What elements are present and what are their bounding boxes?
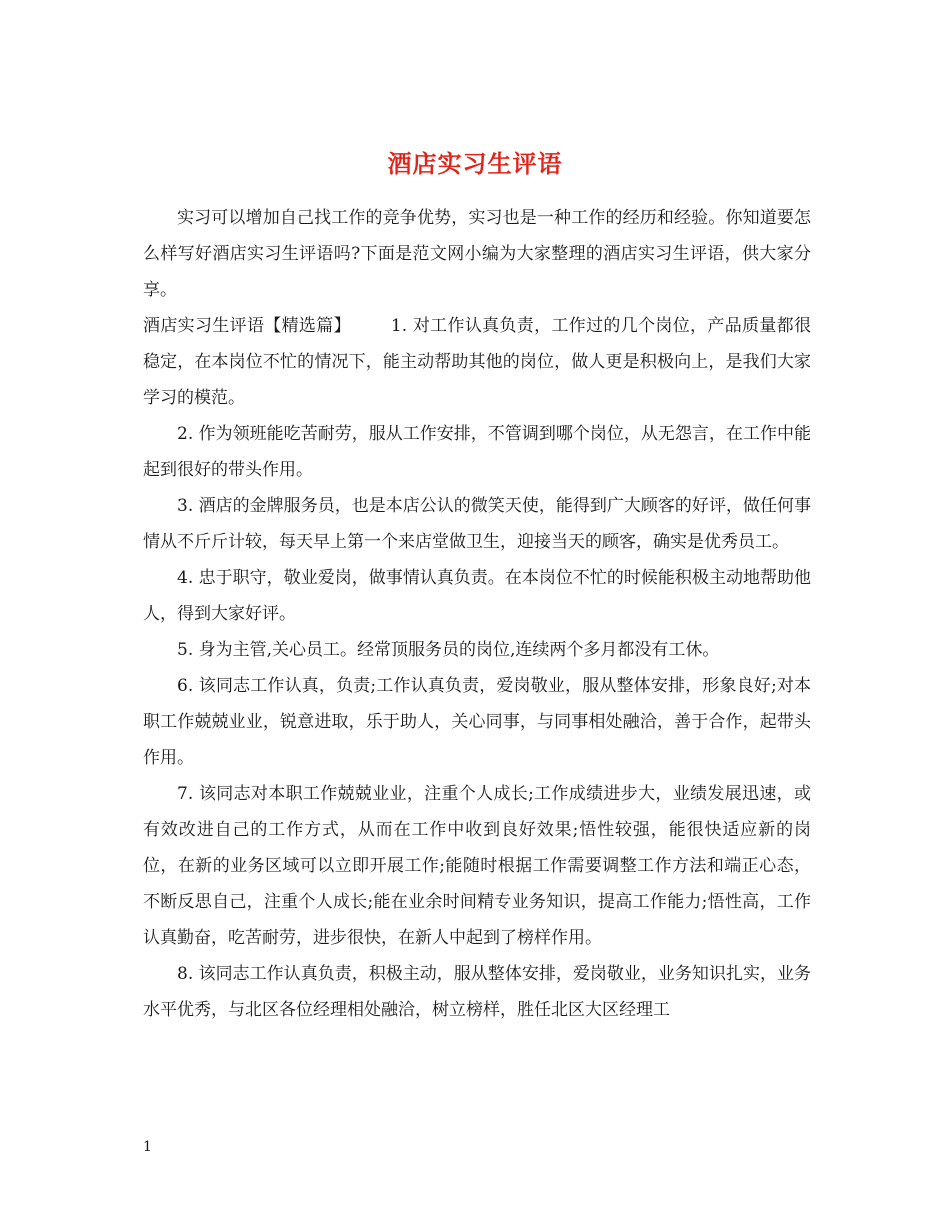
item-8: 8. 该同志工作认真负责，积极主动，服从整体安排，爱岗敬业，业务知识扎实，业务水平优秀，与北区各位经理相处融洽，树立榜样，胜任北区大区经理工 [143, 964, 811, 1020]
item-1: 1. 对工作认真负责，工作过的几个岗位，产品质量都很稳定，在本岗位不忙的情况下，能主动帮助其他的岗位，做人更是积极向上，是我们大家学习的模范。 [143, 316, 812, 408]
section-label: 酒店实习生评语【精选篇】 [143, 316, 351, 336]
item-2: 2. 作为领班能吃苦耐劳，服从工作安排，不管调到哪个岗位，从无怨言，在工作中能起到很好的带头作用。 [143, 424, 811, 480]
item-5: 5. 身为主管,关心员工。经常顶服务员的岗位,连续两个多月都没有工休。 [177, 640, 720, 660]
page-number: 1 [143, 1139, 152, 1155]
document-title: 酒店实习生评语 [387, 149, 563, 179]
item-7: 7. 该同志对本职工作兢兢业业，注重个人成长;工作成绩进步大，业绩发展迅速，或有效改进自己的工作方式，从而在工作中收到良好效果;悟性较强，能很快适应新的岗位，在新的业务区域可以立即开展工作;能随时根据工作需要调整工作方法和端正心态，不断反思自己，注重个人成长;能在业余时间精专业务知识，提高工作能力;悟性高，工作认真勤奋，吃苦耐劳，进步很快，在新人中起到了榜样作用。 [143, 784, 811, 948]
document-body [143, 200, 811, 1028]
item-6: 6. 该同志工作认真，负责;工作认真负责，爱岗敬业，服从整体安排，形象良好;对本职工作兢兢业业，锐意进取，乐于助人，关心同事，与同事相处融洽，善于合作，起带头作用。 [143, 676, 811, 768]
item-3: 3. 酒店的金牌服务员，也是本店公认的微笑天使，能得到广大顾客的好评，做任何事情从不斤斤计较，每天早上第一个来店堂做卫生，迎接当天的顾客，确实是优秀员工。 [143, 496, 811, 552]
item-4: 4. 忠于职守，敬业爱岗，做事情认真负责。在本岗位不忙的时候能积极主动地帮助他人，得到大家好评。 [143, 568, 811, 624]
intro-paragraph: 实习可以增加自己找工作的竞争优势，实习也是一种工作的经历和经验。你知道要怎么样写好酒店实习生评语吗?下面是范文网小编为大家整理的酒店实习生评语，供大家分享。 [143, 208, 811, 300]
section-paragraph [143, 308, 811, 416]
